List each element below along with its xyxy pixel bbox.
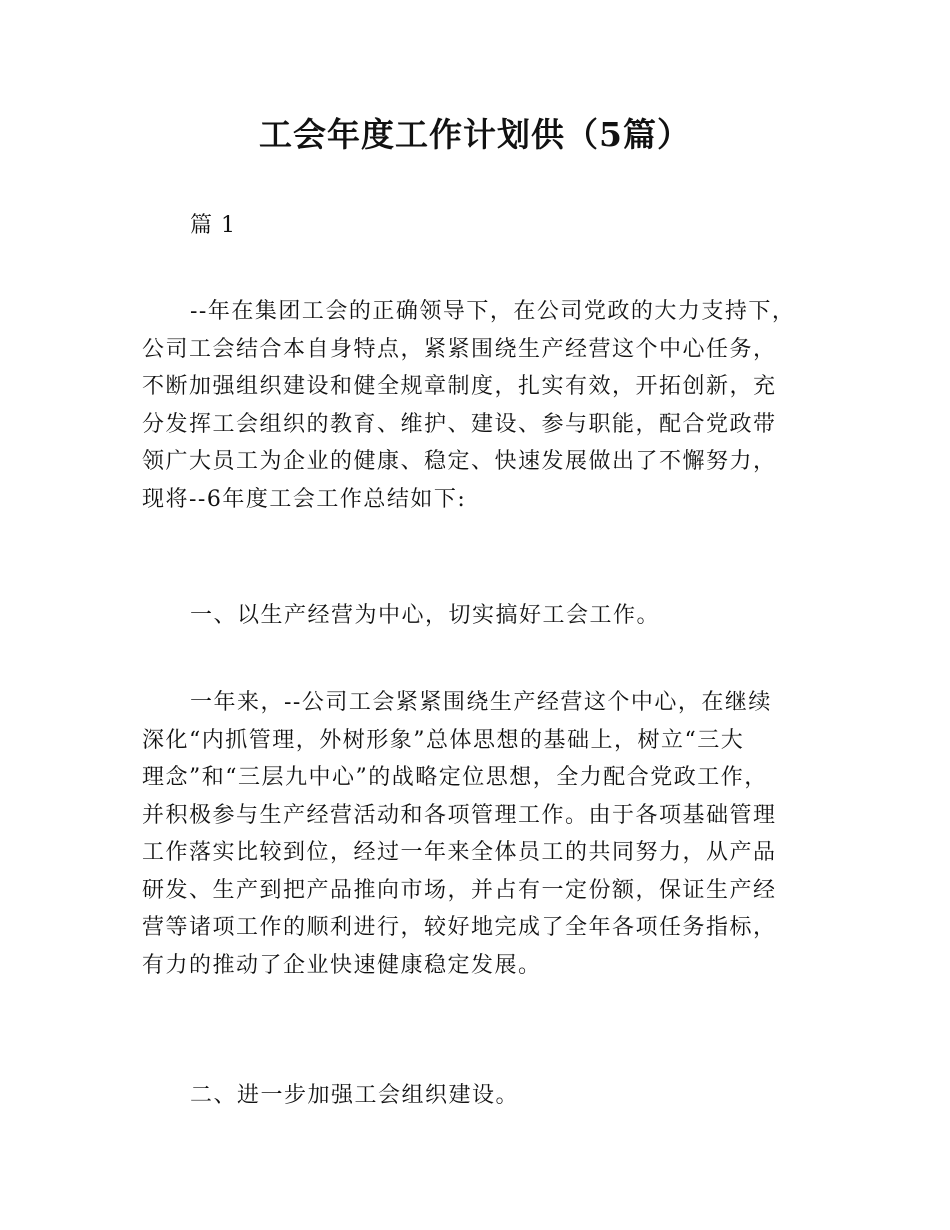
paragraph-2-line: 并积极参与生产经营活动和各项管理工作。由于各项基础管理: [142, 802, 777, 828]
paragraph-1: [142, 293, 832, 518]
paragraph-2-line: 一年来，--公司工会紧紧围绕生产经营这个中心，在继续: [190, 690, 772, 715]
section-heading-2: 二、进一步加强工会组织建设。: [190, 1083, 520, 1108]
section-label: 篇 1: [190, 213, 236, 238]
section-heading-1: 一、以生产经营为中心，切实搞好工会工作。: [190, 603, 661, 628]
paragraph-1-line: 公司工会结合本自身特点，紧紧围绕生产经营这个中心任务，: [142, 336, 777, 362]
paragraph-2-line: 有力的推动了企业快速健康稳定发展。: [142, 952, 542, 978]
paragraph-1-line: 不断加强组织建设和健全规章制度，扎实有效，开拓创新，充: [142, 374, 777, 399]
paragraph-1-line: 现将--6年度工会工作总结如下:: [142, 486, 467, 512]
paragraph-2-line: 工作落实比较到位，经过一年来全体员工的共同努力，从产品: [142, 840, 777, 865]
paragraph-2-line: 营等诸项工作的顺利进行，较好地完成了全年各项任务指标，: [142, 915, 777, 940]
paragraph-2-line: 理念”和“三层九中心”的战略定位思想，全力配合党政工作，: [142, 765, 768, 790]
paragraph-2-line: 研发、生产到把产品推向市场，并占有一定份额，保证生产经: [142, 877, 777, 903]
paragraph-2: [142, 684, 832, 984]
paragraph-2-line: 深化“内抓管理，外树形象”总体思想的基础上，树立“三大: [142, 727, 745, 753]
paragraph-1-line: 分发挥工会组织的教育、维护、建设、参与职能，配合党政带: [142, 411, 777, 437]
paragraph-1-line: --年在集团工会的正确领导下，在公司党政的大力支持下，: [190, 299, 796, 324]
paragraph-1-line: 领广大员工为企业的健康、稳定、快速发展做出了不懈努力，: [142, 449, 777, 474]
document-title: 工会年度工作计划供（5篇）: [259, 115, 691, 154]
